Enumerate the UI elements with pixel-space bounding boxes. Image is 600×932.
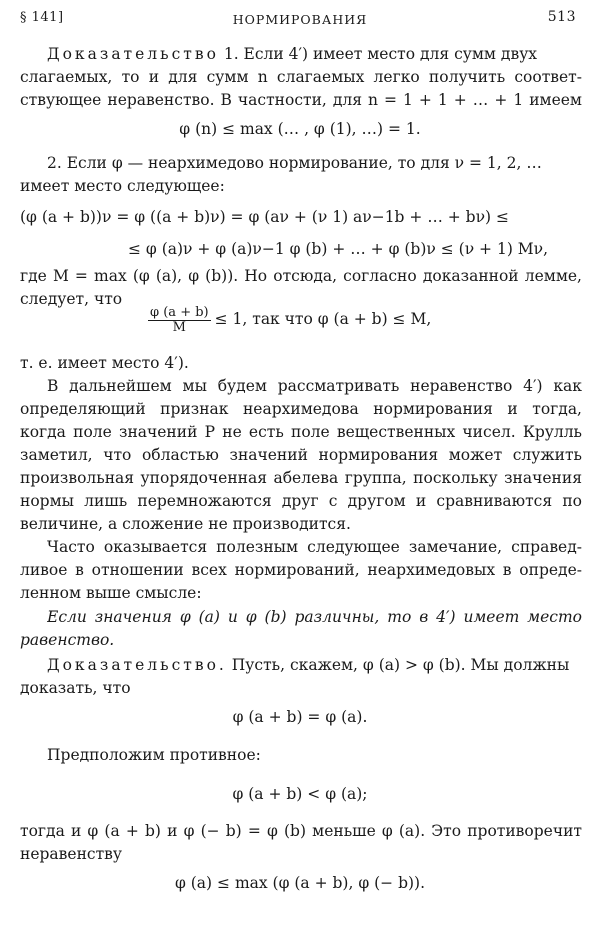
fraction: $\frac{\varphi (a + b)}{M}$	[150, 304, 209, 335]
text-line: следует, что	[20, 290, 123, 308]
section-number: § 141]	[20, 10, 64, 25]
text-line: Предположим противное:	[47, 746, 261, 764]
proof-label: Доказательство	[47, 45, 219, 63]
text-line: Доказательство. Пусть, скажем, φ (a) > φ (b). Мы должны	[47, 656, 570, 674]
text-line: ливое в отношении всех нормирований, неархимедовых в опреде-	[20, 561, 582, 579]
formula: $\frac{\varphi (a + b)}{M}$ ≤ 1, так что φ (a + b) ≤ M,	[150, 304, 432, 335]
text-line: Доказательство 1. Если 4′) имеет место для сумм двух	[47, 45, 538, 63]
formula: φ (a + b) = φ (a).	[232, 708, 368, 726]
text-line: величине, а сложение не производится.	[20, 515, 351, 533]
text-line: доказать, что	[20, 679, 131, 697]
text-line: определяющий признак неархимедова нормирования и тогда,	[20, 400, 582, 418]
formula: φ (a + b) < φ (a);	[232, 785, 368, 803]
theorem-line: Если значения φ (a) и φ (b) различны, то в 4′) имеет место	[47, 608, 582, 626]
text-line: 2. Если φ — неархимедово нормирование, то для ν = 1, 2, …	[47, 154, 542, 172]
text-line: В дальнейшем мы будем рассматривать неравенство 4′) как	[47, 377, 582, 395]
theorem-line: равенство.	[20, 631, 115, 649]
text-line: произвольная упорядоченная абелева группа, поскольку значения	[20, 469, 582, 487]
formula: (φ (a + b))ν = φ ((a + b)ν) = φ (aν + (ν 1) aν−1b + … + bν) ≤	[20, 208, 509, 226]
text-line: ствующее неравенство. В частности, для n = 1 + 1 + … + 1 имеем	[20, 91, 582, 109]
text-line: имеет место следующее:	[20, 177, 225, 195]
text-line: где M = max (φ (a), φ (b)). Но отсюда, согласно доказанной лемме,	[20, 267, 582, 285]
text-line: нормы лишь перемножаются друг с другом и сравниваются по	[20, 492, 582, 510]
text-line: Часто оказывается полезным следующее замечание, справед-	[47, 538, 582, 556]
text-line: когда поле значений P не есть поле вещественных чисел. Крулль	[20, 423, 582, 441]
text-line: т. е. имеет место 4′).	[20, 354, 189, 372]
formula: φ (n) ≤ max (… , φ (1), …) = 1.	[179, 120, 421, 138]
text-line: слагаемых, то и для сумм n слагаемых легко получить соответ-	[20, 68, 582, 86]
formula: ≤ φ (a)ν + φ (a)ν−1 φ (b) + … + φ (b)ν ≤ (ν + 1) Mν,	[128, 240, 549, 258]
formula: φ (a) ≤ max (φ (a + b), φ (− b)).	[174, 874, 426, 892]
page-number: 513	[547, 9, 576, 25]
running-title: НОРМИРОВАНИЯ	[232, 12, 368, 27]
text-line: неравенству	[20, 845, 122, 863]
proof-label: Доказательство.	[47, 656, 227, 674]
text-line: ленном выше смысле:	[20, 584, 202, 602]
text-line: тогда и φ (a + b) и φ (− b) = φ (b) меньше φ (a). Это противоречит	[20, 822, 582, 840]
text-line: заметил, что областью значений нормирования может служить	[20, 446, 582, 464]
